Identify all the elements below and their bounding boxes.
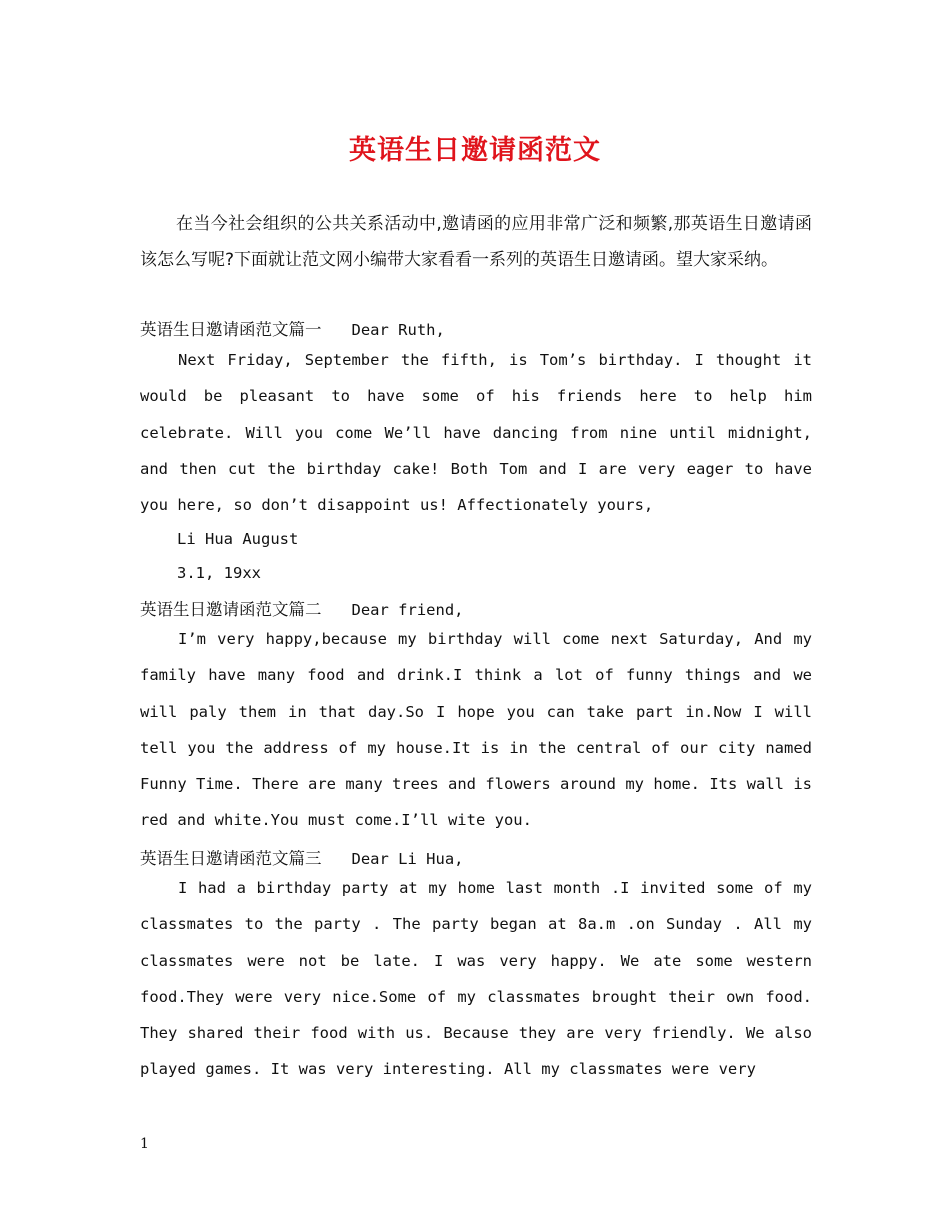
signature-line-2: 3.1, 19xx — [177, 564, 261, 582]
page-title: 英语生日邀请函范文 — [349, 135, 601, 166]
letter-body-1: Next Friday, September the fifth, is Tom’s birthday. I thought it would be pleasant to have some of his friends here to help him celebrate. Will you come We’ll have dancing from nine until midnight, and then cut the birthday cake! Both Tom and I are very eager to have you here, so don’t disappoint us! Affectionately yours, — [140, 351, 812, 515]
greeting: Dear Li Hua, — [351, 850, 464, 868]
signature-line-1: Li Hua August — [177, 530, 299, 548]
greeting: Dear Ruth, — [351, 321, 445, 339]
section-title: 英语生日邀请函范文篇二 — [140, 600, 322, 619]
section-heading-2 — [140, 596, 812, 620]
section-title: 英语生日邀请函范文篇一 — [140, 320, 322, 339]
greeting: Dear friend, — [351, 601, 464, 619]
page-number: 1 — [140, 1136, 149, 1152]
letter-body-3: I had a birthday party at my home last month .I invited some of my classmates to the party . The party began at 8a.m .on Sunday . All my classmates were not be late. I was very happy. We ate some western food.They were very nice.Some of my classmates brought their own food. They shared their food with us. Because they are very friendly. We also played games. It was very interesting. All my classmates were very — [140, 879, 812, 1079]
section-heading-3 — [140, 845, 812, 869]
intro-paragraph: 在当今社会组织的公共关系活动中,邀请函的应用非常广泛和频繁,那英语生日邀请函该怎么写呢?下面就让范文网小编带大家看看一系列的英语生日邀请函。望大家采纳。 — [140, 214, 812, 270]
letter-body-2: I’m very happy,because my birthday will come next Saturday, And my family have many food and drink.I think a lot of funny things and we will paly them in that day.So I hope you can take part in.Now I will tell you the address of my house.It is in the central of our city named Funny Time. There are many trees and flowers around my home. Its wall is red and white.You must come.I’ll wite you. — [140, 630, 812, 830]
section-heading-1 — [140, 316, 812, 340]
section-title: 英语生日邀请函范文篇三 — [140, 849, 322, 868]
